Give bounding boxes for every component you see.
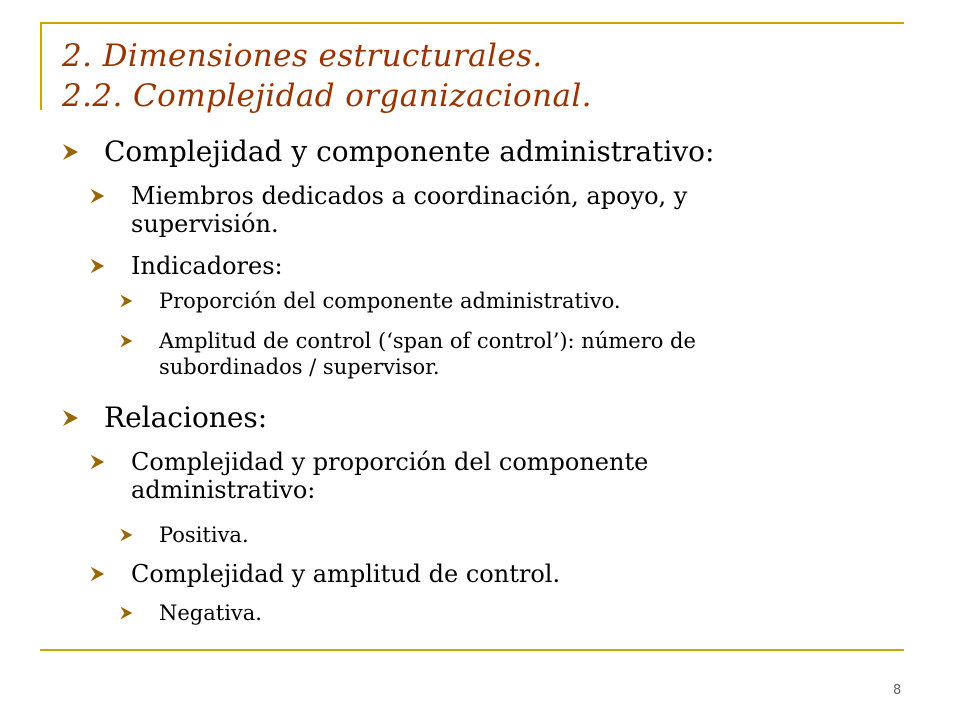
title-line-1: 2. Dimensiones estructurales. [62, 38, 543, 74]
arrowhead-bullet-icon [118, 293, 134, 309]
top-rule [40, 22, 904, 24]
sub-sub-bullet-text: Negativa. [159, 601, 262, 625]
arrowhead-bullet-icon [60, 408, 80, 428]
left-rule [40, 22, 42, 110]
sub-bullet-text: Indicadores: [131, 252, 283, 280]
sub-bullet-item [88, 448, 648, 504]
sub-bullet-text: Complejidad y proporción del componente [131, 448, 649, 476]
sub-sub-bullet-text: Proporción del componente administrativo. [159, 289, 621, 313]
arrowhead-bullet-icon [118, 605, 134, 621]
slide-title [62, 36, 592, 116]
bottom-rule [40, 649, 904, 651]
sub-bullet-item [88, 252, 283, 280]
arrowhead-bullet-icon [118, 333, 134, 349]
bullet-item [60, 136, 714, 168]
sub-bullet-item [88, 182, 687, 238]
arrowhead-bullet-icon [88, 257, 106, 275]
arrowhead-bullet-icon [60, 142, 80, 162]
sub-bullet-text-cont: administrativo: [131, 476, 316, 504]
bullet-text: Relaciones: [104, 401, 268, 434]
sub-bullet-item [88, 560, 560, 588]
sub-sub-bullet-text: Positiva. [159, 523, 249, 547]
sub-sub-bullet-item [118, 600, 262, 626]
arrowhead-bullet-icon [88, 187, 106, 205]
sub-sub-bullet-text: Amplitud de control (‘span of control’): número de [159, 329, 696, 353]
sub-sub-bullet-item [118, 522, 249, 548]
sub-sub-bullet-text-cont: subordinados / supervisor. [159, 355, 440, 379]
sub-bullet-text-cont: supervisión. [131, 210, 279, 238]
sub-bullet-text: Complejidad y amplitud de control. [131, 560, 561, 588]
sub-sub-bullet-item [118, 288, 621, 314]
arrowhead-bullet-icon [88, 453, 106, 471]
bullet-item [60, 402, 267, 434]
arrowhead-bullet-icon [118, 527, 134, 543]
bullet-text: Complejidad y componente administrativo: [104, 135, 715, 168]
title-line-2: 2.2. Complejidad organizacional. [62, 78, 592, 114]
sub-bullet-text: Miembros dedicados a coordinación, apoyo, y [131, 182, 688, 210]
page-number: 8 [893, 683, 902, 698]
sub-sub-bullet-item [118, 328, 696, 380]
arrowhead-bullet-icon [88, 565, 106, 583]
